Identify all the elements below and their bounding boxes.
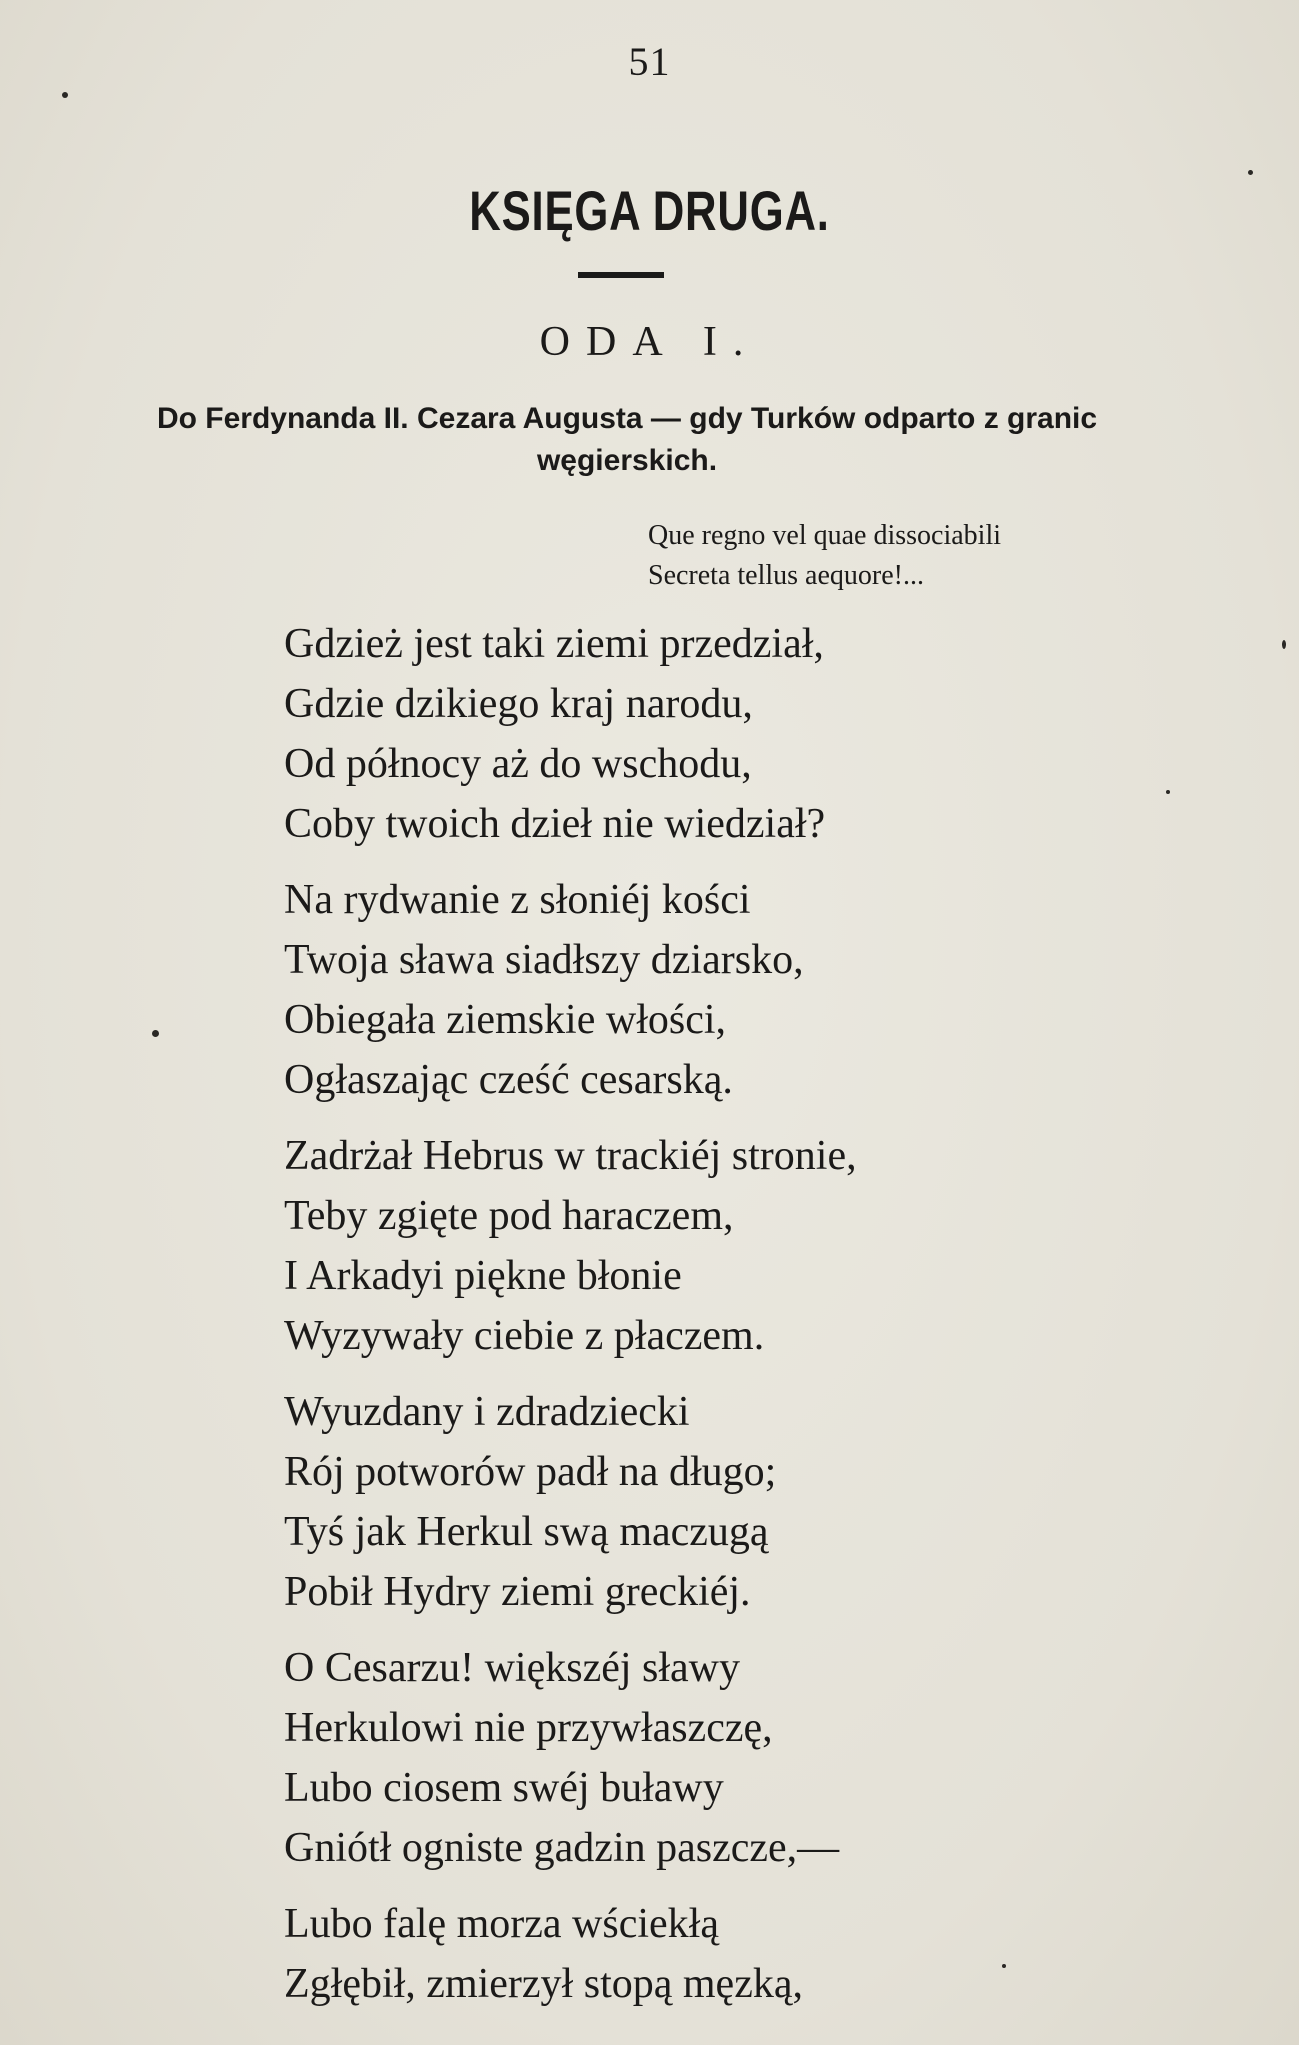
verse-line: O Cesarzu! większéj sławy — [284, 1645, 741, 1691]
paper-speck — [1166, 790, 1170, 794]
epigraph — [648, 516, 1268, 596]
verse-line: Rój potworów padł na długo; — [284, 1449, 777, 1495]
verse-line: Na rydwanie z słoniéj kości — [284, 877, 751, 923]
verse-line: Wyuzdany i zdradziecki — [284, 1389, 690, 1435]
epigraph-line: Secreta tellus aequore!... — [648, 560, 924, 591]
verse-line: Obiegała ziemskie włości, — [284, 997, 727, 1043]
page-number: 51 — [628, 39, 671, 84]
title-divider — [578, 272, 664, 278]
stanza-6 — [284, 1894, 1244, 2014]
paper-speck — [1248, 170, 1253, 175]
verse-line: Od północy aż do wschodu, — [284, 741, 752, 787]
verse-line: Zadrżał Hebrus w trackiéj stronie, — [284, 1133, 857, 1179]
paper-speck — [152, 1030, 159, 1037]
book-title: KSIĘGA DRUGA. — [469, 179, 830, 242]
verse-line: Wyzywały ciebie z płaczem. — [284, 1313, 765, 1359]
dedication-line: węgierskich. — [536, 444, 718, 477]
stanza-2 — [284, 870, 1244, 1110]
paper-speck — [1002, 1964, 1006, 1968]
verse-line: Teby zgięte pod haraczem, — [284, 1193, 734, 1239]
verse-line: I Arkadyi piękne błonie — [284, 1253, 682, 1299]
dedication — [112, 398, 1142, 482]
ode-title: ODA I. — [539, 319, 760, 365]
verse-line: Ogłaszając cześć cesarską. — [284, 1057, 733, 1103]
verse-line: Lubo falę morza wściekłą — [284, 1901, 719, 1947]
poem — [284, 614, 1244, 2030]
verse-line: Coby twoich dzieł nie wiedział? — [284, 801, 826, 847]
verse-line: Tyś jak Herkul swą maczugą — [284, 1509, 769, 1555]
verse-line: Herkulowi nie przywłaszczę, — [284, 1705, 773, 1751]
verse-line: Twoja sława siadłszy dziarsko, — [284, 937, 804, 983]
stanza-3 — [284, 1126, 1244, 1366]
dedication-line: Do Ferdynanda II. Cezara Augusta — gdy Turków odparto z granic — [156, 402, 1098, 435]
stanza-5 — [284, 1638, 1244, 1878]
verse-line: Lubo ciosem swéj buławy — [284, 1765, 724, 1811]
stanza-1 — [284, 614, 1244, 854]
epigraph-line: Que regno vel quae dissociabili — [648, 520, 1002, 551]
verse-line: Gniótł ogniste gadzin paszcze,— — [284, 1825, 840, 1871]
verse-line: Gdzie dzikiego kraj narodu, — [284, 681, 753, 727]
verse-line: Gdzież jest taki ziemi przedział, — [284, 621, 824, 667]
verse-line: Pobił Hydry ziemi greckiéj. — [284, 1569, 751, 1615]
paper-speck — [62, 92, 68, 98]
paper-speck — [1282, 640, 1286, 649]
verse-line: Zgłębił, zmierzył stopą męzką, — [284, 1961, 803, 2007]
stanza-4 — [284, 1382, 1244, 1622]
